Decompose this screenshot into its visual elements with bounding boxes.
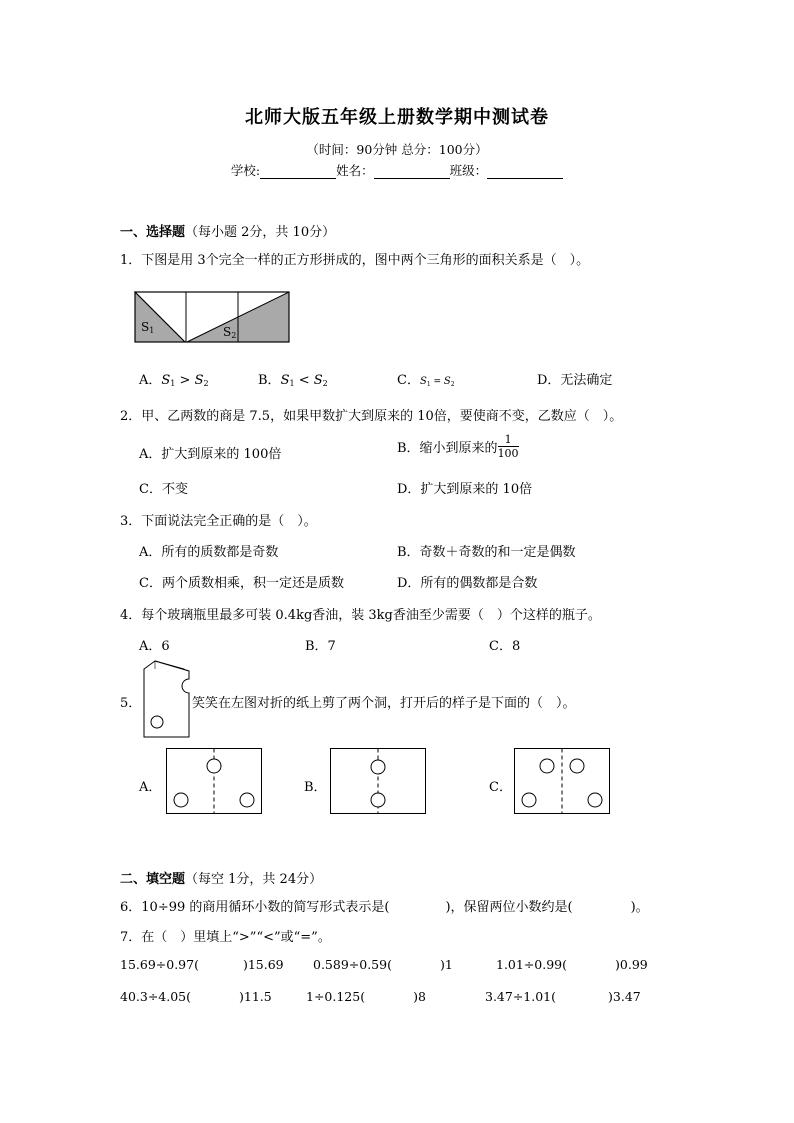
section2-title: 二、填空题 bbox=[120, 872, 186, 887]
q7-item-4: 40.3÷4.05( )11.5 bbox=[120, 989, 272, 1004]
q2-option-d[interactable]: D．扩大到原来的 10倍 bbox=[397, 482, 533, 497]
q1-option-a[interactable]: A．S1 > S2 bbox=[139, 373, 209, 388]
folded-paper-outline bbox=[144, 661, 189, 737]
fraction-1-100: $\frac{1}{100}$ bbox=[497, 433, 519, 460]
page-title: 北师大版五年级上册数学期中测试卷 bbox=[245, 107, 549, 128]
hole-top-center bbox=[207, 759, 221, 773]
hole-bottom-left bbox=[522, 793, 536, 807]
question-5-text: 笑笑在左图对折的纸上剪了两个洞，打开后的样子是下面的（ ）。 bbox=[192, 696, 576, 711]
q7-item-3: 1.01÷0.99( )0.99 bbox=[496, 957, 648, 972]
question-1: 1．下图是用 3个完全一样的正方形拼成的，图中两个三角形的面积关系是（ ）。 bbox=[120, 253, 590, 268]
label-s2: S2 bbox=[223, 325, 237, 340]
q2-option-a[interactable]: A．扩大到原来的 100倍 bbox=[139, 447, 282, 462]
q1-squares-figure bbox=[134, 291, 290, 343]
q4-option-b[interactable]: B．7 bbox=[305, 639, 336, 654]
name-blank[interactable] bbox=[374, 164, 450, 179]
hole-bottom-right bbox=[588, 793, 602, 807]
section1-note: （每小题 2分，共 10分） bbox=[185, 225, 336, 240]
school-label: 学校: bbox=[230, 163, 261, 178]
q5-option-b-figure[interactable] bbox=[330, 748, 426, 814]
hole-bottom-left bbox=[151, 716, 163, 728]
q3-option-c[interactable]: C．两个质数相乘，积一定还是质数 bbox=[139, 576, 344, 591]
q3-option-b[interactable]: B．奇数＋奇数的和一定是偶数 bbox=[397, 545, 576, 560]
q5-option-b-label[interactable]: B． bbox=[304, 780, 327, 795]
class-blank[interactable] bbox=[487, 164, 563, 179]
label-s1: S1 bbox=[141, 320, 155, 335]
section2-note: （每空 1分，共 24分） bbox=[185, 872, 323, 887]
school-blank[interactable] bbox=[260, 164, 336, 179]
class-label: 班级： bbox=[449, 163, 488, 178]
hole-top-center bbox=[371, 760, 385, 774]
folded-paper-figure bbox=[142, 659, 194, 739]
section2-heading bbox=[120, 868, 322, 887]
q2-option-b[interactable]: B．缩小到原来的 $\frac{1}{100}$ bbox=[397, 433, 519, 460]
question-4: 4．每个玻璃瓶里最多可装 0.4kg香油，装 3kg香油至少需要（ ）个这样的瓶子。 bbox=[120, 608, 601, 623]
question-7: 7．在（ ）里填上“>”“<”或“=”。 bbox=[120, 930, 331, 945]
question-2: 2．甲、乙两数的商是 7.5，如果甲数扩大到原来的 10倍，要使商不变，乙数应（ ）。 bbox=[120, 409, 623, 424]
q5-option-c-label[interactable]: C． bbox=[489, 780, 512, 795]
q7-item-1: 15.69÷0.97( )15.69 bbox=[120, 957, 284, 972]
q5-option-a-label[interactable]: A． bbox=[139, 780, 162, 795]
hole-bottom-center bbox=[371, 793, 385, 807]
q3-option-d[interactable]: D．所有的偶数都是合数 bbox=[397, 576, 538, 591]
student-info-line bbox=[0, 161, 794, 179]
exam-subtitle: （时间：90分钟 总分：100分） bbox=[306, 142, 488, 157]
hole-top-left bbox=[540, 759, 554, 773]
q5-option-c-figure[interactable] bbox=[514, 748, 610, 814]
hole-bottom-left bbox=[174, 793, 188, 807]
hole-top-right bbox=[570, 759, 584, 773]
section1-heading bbox=[120, 221, 335, 240]
q2-option-c[interactable]: C．不变 bbox=[139, 482, 188, 497]
q7-item-6: 3.47÷1.01( )3.47 bbox=[485, 989, 641, 1004]
q1-option-c[interactable]: C．S1 = S2 bbox=[397, 373, 455, 388]
section1-title: 一、选择题 bbox=[120, 225, 186, 240]
q4-option-a[interactable]: A．6 bbox=[139, 639, 170, 654]
q7-item-2: 0.589÷0.59( )1 bbox=[313, 957, 453, 972]
q7-item-5: 1÷0.125( )8 bbox=[306, 989, 426, 1004]
name-label: 姓名： bbox=[336, 163, 374, 178]
hole-bottom-right bbox=[240, 793, 254, 807]
q1-option-b[interactable]: B．S1 < S2 bbox=[258, 373, 328, 388]
q1-option-d[interactable]: D．无法确定 bbox=[537, 373, 613, 388]
question-5-number: 5． bbox=[120, 696, 142, 711]
question-3: 3．下面说法完全正确的是（ ）。 bbox=[120, 514, 317, 529]
q4-option-c[interactable]: C．8 bbox=[489, 639, 521, 654]
question-6: 6．10÷99 的商用循环小数的简写形式表示是( )，保留两位小数约是( )。 bbox=[120, 900, 649, 915]
q5-option-a-figure[interactable] bbox=[166, 748, 262, 814]
q3-option-a[interactable]: A．所有的质数都是奇数 bbox=[139, 545, 279, 560]
